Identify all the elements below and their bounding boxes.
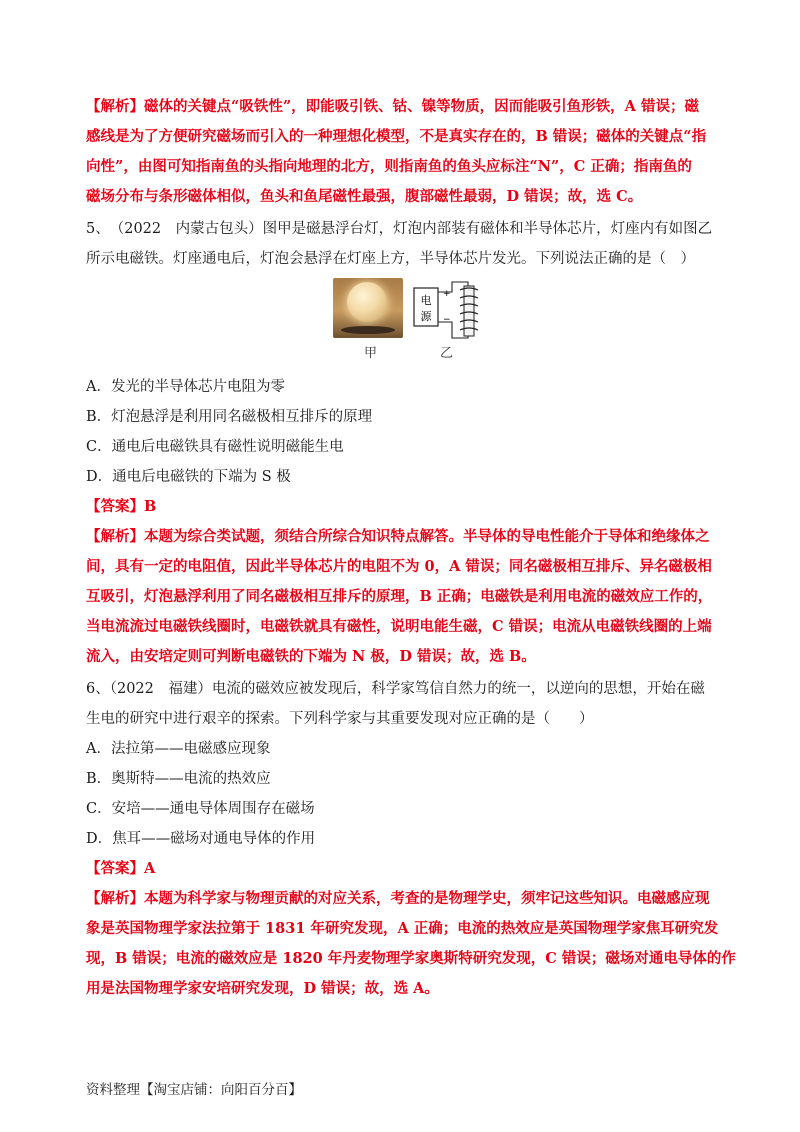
analysis-tag: 【解析】 — [86, 890, 144, 907]
moon-lamp-bulb — [347, 282, 387, 322]
analysis-block-q4 — [86, 92, 716, 212]
analysis-line: 当电流流过电磁铁线圈时，电磁铁就具有磁性，说明电能生磁，C 错误；电流从电磁铁线圈的上端 — [86, 618, 712, 635]
analysis-line: 磁场分布与条形磁体相似，鱼头和鱼尾磁性最强，腹部磁性最弱，D 错误；故，选 C。 — [86, 188, 643, 205]
levitating-lamp-photo — [333, 278, 403, 338]
question-figure — [86, 278, 716, 364]
analysis-line: 互吸引，灯泡悬浮利用了同名磁极相互排斥的原理，B 正确；电磁铁是利用电流的磁效应工作的， — [86, 588, 713, 605]
document-page — [86, 92, 736, 1004]
analysis-line: 【解析】磁体的关键点“吸铁性”，即能吸引铁、钴、镍等物质，因而能吸引鱼形铁，A 错误；磁 — [86, 98, 699, 115]
question-stem-line: 所示电磁铁。灯座通电后，灯泡会悬浮在灯座上方，半导体芯片发光。下列说法正确的是（ ） — [86, 251, 695, 267]
analysis-line: 象是英国物理学家法拉第于 1831 年研究发现，A 正确；电流的热效应是英国物理学家焦耳研究发 — [86, 920, 719, 937]
page-footer: 资料整理【淘宝店铺：向阳百分百】 — [86, 1082, 302, 1098]
question-6 — [86, 674, 736, 1004]
answer-line: 【答案】A — [86, 860, 156, 877]
lamp-base — [341, 326, 395, 334]
analysis-tag: 【解析】 — [86, 98, 144, 115]
electromagnet-diagram — [412, 278, 492, 350]
supply-label-bottom: 源 — [420, 310, 432, 323]
option-d: D．通电后电磁铁的下端为 S 极 — [86, 469, 291, 485]
analysis-line: 向性”，由图可知指南鱼的头指向地理的北方，则指南鱼的鱼头应标注“N”，C 正确；指南鱼的 — [86, 158, 692, 175]
analysis-line: 【解析】本题为科学家与物理贡献的对应关系，考查的是物理学史，须牢记这些知识。电磁感应现 — [86, 890, 710, 907]
question-stem-line: 6、（2022 福建）电流的磁效应被发现后，科学家笃信自然力的统一，以逆向的思想，开始在磁 — [86, 681, 705, 697]
supply-label-top: 电 — [420, 294, 432, 307]
analysis-line: 感线是为了方便研究磁场而引入的一种理想化模型，不是真实存在的，B 错误；磁体的关键点“指 — [86, 128, 707, 145]
figure-label-a: 甲 — [364, 346, 378, 361]
analysis-line: 现，B 错误；电流的磁效应是 1820 年丹麦物理学家奥斯特研究发现，C 错误；磁场对通电导体的作 — [86, 950, 736, 967]
analysis-line: 间，具有一定的电阻值，因此半导体芯片的电阻不为 0，A 错误；同名磁极相互排斥、异名磁极相 — [86, 558, 712, 575]
option-b: B．灯泡悬浮是利用同名磁极相互排斥的原理 — [86, 409, 373, 425]
option-c: C．通电后电磁铁具有磁性说明磁能生电 — [86, 439, 344, 455]
question-stem-line: 生电的研究中进行艰辛的探索。下列科学家与其重要发现对应正确的是（ ） — [86, 711, 594, 727]
answer-line: 【答案】B — [86, 498, 157, 515]
option-d: D．焦耳——磁场对通电导体的作用 — [86, 831, 316, 847]
plus-terminal-label: + — [443, 289, 451, 299]
figure-label-b: 乙 — [440, 346, 454, 361]
analysis-line: 流入，由安培定则可判断电磁铁的下端为 N 极，D 错误；故，选 B。 — [86, 648, 536, 665]
analysis-tag: 【解析】 — [86, 528, 144, 545]
option-b: B．奥斯特——电流的热效应 — [86, 771, 271, 787]
minus-terminal-label: − — [443, 315, 451, 325]
analysis-line: 用是法国物理学家安培研究发现，D 错误；故，选 A。 — [86, 980, 439, 997]
option-a: A．法拉第——电磁感应现象 — [86, 741, 271, 757]
option-c: C．安培——通电导体周围存在磁场 — [86, 801, 315, 817]
question-stem-line: 5、 （2022 内蒙古包头）图甲是磁悬浮台灯，灯泡内部装有磁体和半导体芯片，灯座内有如图乙 — [86, 221, 713, 237]
analysis-line: 【解析】本题为综合类试题，须结合所综合知识特点解答。半导体的导电性能介于导体和绝缘体之 — [86, 528, 710, 545]
question-5 — [86, 214, 716, 672]
option-a: A．发光的半导体芯片电阻为零 — [86, 379, 285, 395]
